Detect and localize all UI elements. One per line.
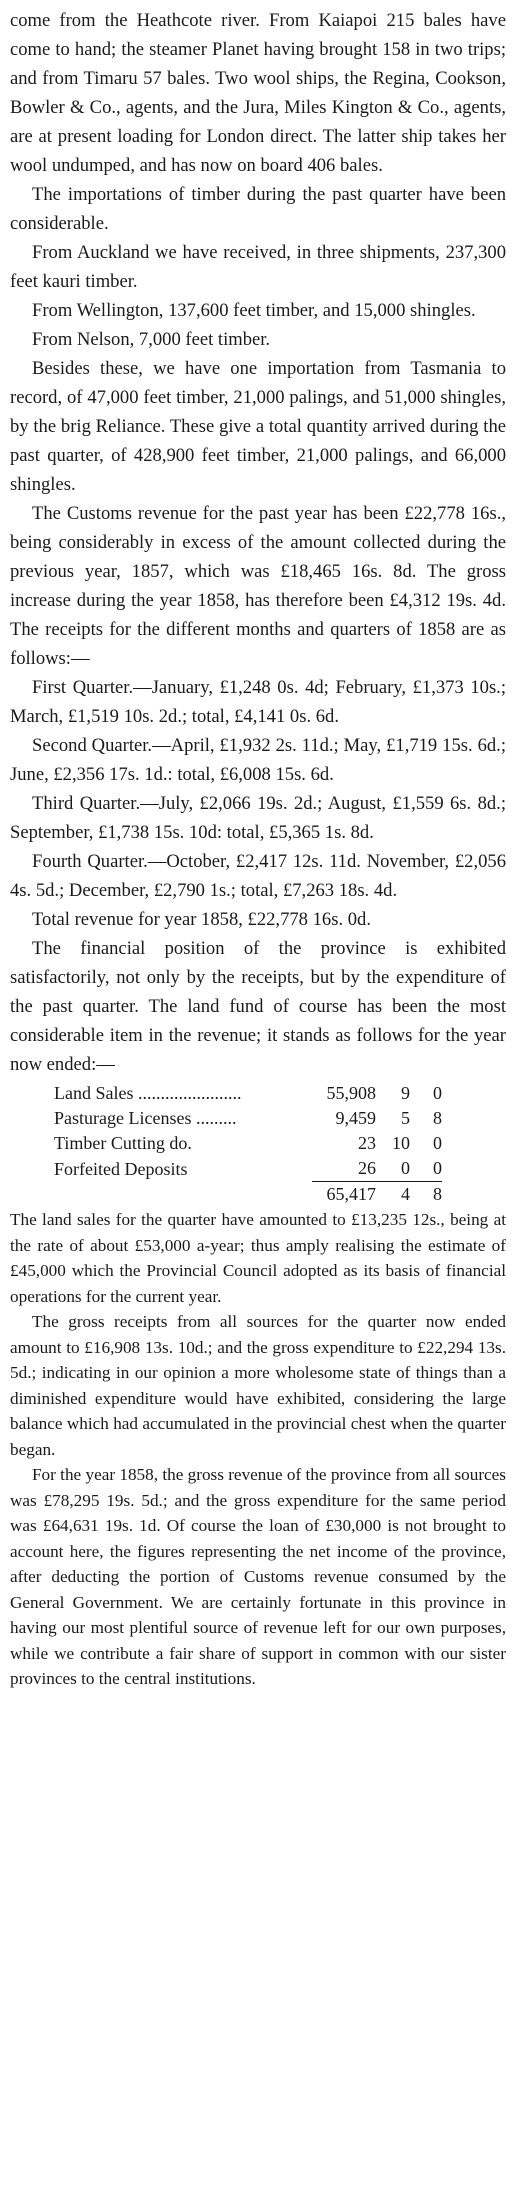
financial-position-paragraph: The financial position of the province is exhibited satisfactorily, not only by the receipts, but by the expenditure of the past quarter. The land fund of course has been the most considerable item in the revenue; it stands as follows for the year now ended:—	[10, 938, 506, 1075]
tasmania-paragraph: Besides these, we have one importation from Tasmania to record, of 47,000 feet timber, 21,000 palings, and 51,000 shingles, by the brig Reliance. These give a total quantity arrived during the past quarter, of 428,900 feet timber, 21,000 palings, and 66,000 shingles.	[10, 358, 506, 495]
row-pounds: 9,459	[335, 1108, 376, 1128]
row-shillings: 0	[401, 1158, 410, 1178]
total-pounds: 65,417	[312, 1182, 376, 1208]
second-quarter-paragraph: Second Quarter.—April, £1,932 2s. 11d.; May, £1,719 15s. 6d.; June, £2,356 17s. 1d.: total, £6,008 15s. 6d.	[10, 735, 506, 785]
table-row	[54, 1156, 442, 1182]
customs-revenue-paragraph: The Customs revenue for the past year has been £22,778 16s., being considerably in excess of the amount collected during the previous year, 1857, which was £18,465 16s. 8d. The gross increase during the year 1858, has therefore been £4,312 19s. 4d. The receipts for the different months and quarters of 1858 are as follows:—	[10, 503, 506, 669]
row-pounds: 55,908	[326, 1083, 376, 1103]
table-row	[54, 1081, 442, 1106]
row-pence: 0	[433, 1083, 442, 1103]
row-pence: 0	[433, 1133, 442, 1153]
timber-intro-paragraph: The importations of timber during the past quarter have been considerable.	[10, 184, 506, 234]
total-row	[54, 1182, 442, 1208]
table-row	[54, 1131, 442, 1156]
wool-shipments-paragraph: come from the Heathcote river. From Kaiapoi 215 bales have come to hand; the steamer Planet having brought 158 in two trips; and from Timaru 57 bales. Two wool ships, the Regina, Cookson, Bowler & Co., agents, and the Jura, Miles Kington & Co., agents, are at present loading for London direct. The latter ship takes her wool undumped, and has now on board 406 bales.	[10, 10, 506, 176]
total-revenue-paragraph: Total revenue for year 1858, £22,778 16s. 0d.	[32, 909, 371, 930]
fourth-quarter-paragraph: Fourth Quarter.—October, £2,417 12s. 11d. November, £2,056 4s. 5d.; December, £2,790 1s.; total, £7,263 18s. 4d.	[10, 851, 506, 901]
auckland-paragraph: From Auckland we have received, in three shipments, 237,300 feet kauri timber.	[10, 242, 506, 292]
row-label: Forfeited Deposits	[54, 1158, 188, 1179]
row-shillings: 10	[392, 1133, 410, 1153]
year-1858-paragraph: For the year 1858, the gross revenue of the province from all sources was £78,295 19s. 5d.; and the gross expenditure for the same period was £64,631 19s. 1d. Of course the loan of £30,000 is not brought to account here, the figures representing the net income of the province, after deducting the portion of Customs revenue consumed by the General Government. We are certainly fortunate in this province in having our most plentiful source of revenue left for our own purposes, while we contribute a fair share of support in common with our sister provinces to the central institutions.	[10, 1465, 506, 1688]
row-label: Land Sales .......................	[54, 1083, 242, 1103]
row-shillings: 9	[401, 1083, 410, 1103]
row-pounds: 23	[358, 1133, 376, 1153]
total-shillings: 4	[376, 1182, 410, 1208]
gross-receipts-paragraph: The gross receipts from all sources for the quarter now ended amount to £16,908 13s. 10d.; and the gross expenditure to £22,294 13s. 5d.; indicating in our opinion a more wholesome state of things than a diminished expenditure would have exhibited, considering the large balance which had accumulated in the provincial chest when the quarter began.	[10, 1312, 506, 1459]
first-quarter-paragraph: First Quarter.—January, £1,248 0s. 4d; February, £1,373 10s.; March, £1,519 10s. 2d.; total, £4,141 0s. 6d.	[10, 677, 506, 727]
land-sales-paragraph: The land sales for the quarter have amounted to £13,235 12s., being at the rate of about £53,000 a-year; thus amply realising the estimate of £45,000 which the Provincial Council adopted as its basis of financial operations for the current year.	[10, 1210, 506, 1306]
row-pence: 0	[433, 1158, 442, 1178]
nelson-paragraph: From Nelson, 7,000 feet timber.	[32, 329, 271, 350]
table-row	[54, 1106, 442, 1131]
row-pounds: 26	[358, 1158, 376, 1178]
land-fund-table	[54, 1081, 442, 1207]
total-pence: 8	[410, 1182, 442, 1208]
third-quarter-paragraph: Third Quarter.—July, £2,066 19s. 2d.; August, £1,559 6s. 8d.; September, £1,738 15s. 10d: total, £5,365 1s. 8d.	[10, 793, 506, 843]
row-label: Pasturage Licenses .........	[54, 1108, 237, 1128]
row-shillings: 5	[401, 1108, 410, 1128]
wellington-paragraph: From Wellington, 137,600 feet timber, and 15,000 shingles.	[32, 300, 476, 321]
row-pence: 8	[433, 1108, 442, 1128]
row-label: Timber Cutting do.	[54, 1133, 192, 1153]
